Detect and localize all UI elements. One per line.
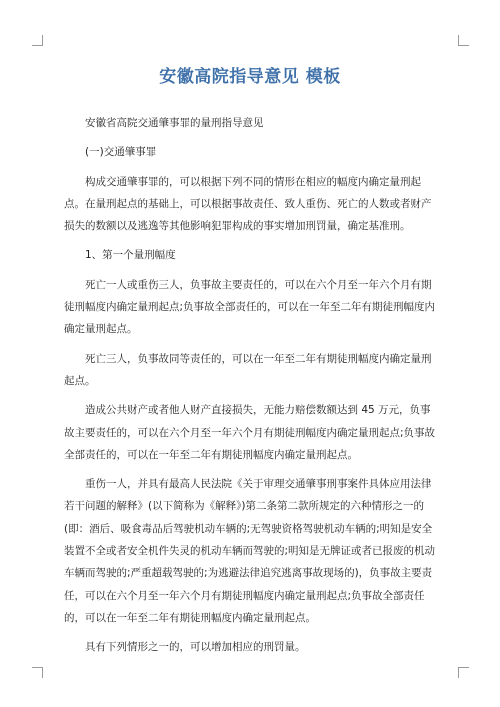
document-heading: 安徽省高院交通肇事罪的量刑指导意见 bbox=[85, 117, 264, 129]
paragraph: 具有下列情形之一的，可以增加相应的刑罚量。 bbox=[85, 641, 306, 654]
paragraph: 死亡一人或重伤三人，负事故主要责任的，可以在六个月至一年六个月有期徒刑幅度内确定量刑起点;负事故全部责任的，可以在一年至二年有期徒刑幅度内确定量刑起点。 bbox=[64, 278, 436, 336]
crop-mark-top-left bbox=[32, 35, 43, 46]
crop-mark-bottom-right bbox=[458, 667, 469, 678]
paragraph: 重伤一人，并具有最高人民法院《关于审理交通肇事刑事案件具体应用法律若干问题的解释》(以下简称为《解释》)第二条第二款所规定的六种情形之一的(即：酒后、吸食毒品后驾驶机动车辆的;无驾驶资格驾驶机动车辆的;明知是安全装置不全或者安全机件失灵的机动车辆而驾驶的;明知是无牌证或者已报废的机动车辆而驾驶的;严重超载驾驶的;为逃避法律追究逃离事故现场的)，负事故主要责任，可以在六个月至一年六个月有期徒刑幅度内确定量刑起点;负事故全部责任的，可以在一年至二年有期徒刑幅度内确定量刑起点。 bbox=[64, 478, 436, 624]
crop-mark-bottom-left bbox=[32, 667, 43, 678]
paragraph: 造成公共财产或者他人财产直接损失，无能力赔偿数额达到 45 万元，负事故主要责任的，可以在六个月至一年六个月有期徒刑幅度内确定量刑起点;负事故全部责任的，可以在一年至二年有期徒刑幅度内确定量刑起点。 bbox=[64, 404, 436, 461]
paragraph: 构成交通肇事罪的，可以根据下列不同的情形在相应的幅度内确定量刑起点。在量刑起点的基础上，可以根据事故责任、致人重伤、死亡的人数或者财产损失的数额以及逃逸等其他影响犯罪构成的事实增加刑罚量，确定基准刑。 bbox=[64, 175, 432, 233]
subsection-heading: 1、第一个量刑幅度 bbox=[85, 249, 176, 262]
document-body bbox=[64, 112, 439, 666]
paragraph: 死亡三人，负事故同等责任的，可以在一年至二年有期徒刑幅度内确定量刑起点。 bbox=[64, 352, 432, 387]
crop-mark-top-right bbox=[458, 35, 469, 46]
section-heading: (一)交通肇事罪 bbox=[85, 146, 157, 159]
document-title: 安徽高院指导意见 模板 bbox=[159, 67, 341, 87]
